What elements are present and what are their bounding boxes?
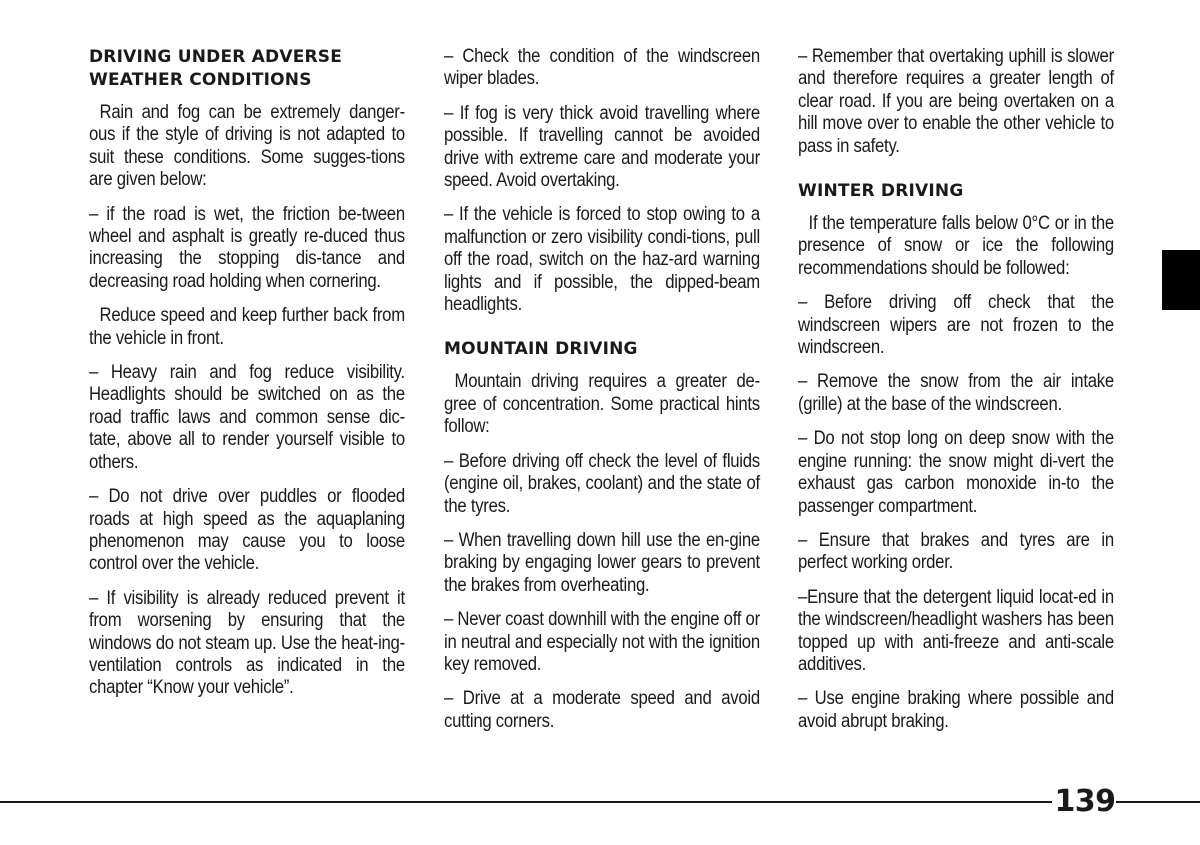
- section-heading-adverse-weather: DRIVING UNDER ADVERSE WEATHER CONDITIONS: [89, 47, 343, 90]
- column-right: [798, 46, 1114, 745]
- page-number: 139: [1054, 784, 1116, 819]
- paragraph: – Remove the snow from the air intake (grille) at the base of the windscreen.: [798, 371, 1114, 415]
- paragraph: – Do not drive over puddles or flooded roads at high speed as the aquaplaning phenomenon may cause you to loose control over the vehicle.: [89, 486, 405, 575]
- paragraph: – If the vehicle is forced to stop owing to a malfunction or zero visibility condi-tions, pull off the road, switch on the haz-ard warning lights and if possible, the dipped-beam headlights.: [444, 204, 760, 316]
- footer-rule-right: [1116, 801, 1200, 803]
- paragraph: – Ensure that brakes and tyres are in perfect working order.: [798, 529, 1114, 574]
- footer-rule-left: [0, 801, 1052, 803]
- paragraph: – Check the condition of the windscreen wiper blades.: [444, 46, 760, 90]
- paragraph: – If visibility is already reduced prevent it from worsening by ensuring that the windows do not steam up. Use the heat-ing-ventilation controls as indicated in the chapter “Know your vehicle”.: [89, 587, 405, 699]
- paragraph: – If fog is very thick avoid travelling where possible. If travelling cannot be avoided drive with extreme care and moderate your speed. Avoid overtaking.: [444, 102, 760, 192]
- column-middle: [444, 46, 760, 745]
- paragraph: – Use engine braking where possible and avoid abrupt braking.: [798, 688, 1114, 732]
- paragraph: Reduce speed and keep further back from the vehicle in front.: [89, 305, 405, 349]
- paragraph: – When travelling down hill use the en-gine braking by engaging lower gears to prevent the brakes from overheating.: [444, 529, 760, 596]
- paragraph: – Do not stop long on deep snow with the engine running: the snow might di-vert the exhaust gas carbon monoxide in-to the passenger compartment.: [798, 428, 1114, 517]
- paragraph: – Remember that overtaking uphill is slower and therefore requires a greater length of clear road. If you are being overtaken on a hill move over to enable the other vehicle to pass in safety.: [798, 46, 1114, 157]
- section-thumb-tab: [1162, 250, 1200, 310]
- paragraph: – Never coast downhill with the engine off or in neutral and especially not with the ignition key removed.: [444, 609, 760, 675]
- paragraph: Mountain driving requires a greater de-gree of concentration. Some practical hints follow:: [444, 371, 760, 438]
- paragraph: –Ensure that the detergent liquid locat-ed in the windscreen/headlight washers has been topped up with anti-freeze and anti-scale additives.: [798, 586, 1114, 675]
- paragraph: Rain and fog can be extremely danger-ous if the style of driving is not adapted to suit these conditions. Some sugges-tions are given below:: [89, 102, 405, 191]
- paragraph: – if the road is wet, the friction be-tween wheel and asphalt is greatly re-duced thus increasing the stopping dis-tance and decreasing road holding when cornering.: [89, 203, 405, 292]
- paragraph: – Heavy rain and fog reduce visibility. Headlights should be switched on as the road traffic laws and common sense dic-tate, above all to render yourself visible to others.: [89, 362, 405, 473]
- section-heading-winter-driving: WINTER DRIVING: [798, 181, 964, 202]
- paragraph: – Before driving off check that the windscreen wipers are not frozen to the windscreen.: [798, 292, 1114, 359]
- section-heading-mountain-driving: MOUNTAIN DRIVING: [444, 339, 638, 360]
- paragraph: – Before driving off check the level of fluids (engine oil, brakes, coolant) and the state of the tyres.: [444, 450, 760, 517]
- paragraph: If the temperature falls below 0°C or in the presence of snow or ice the following recommendations should be followed:: [798, 213, 1114, 279]
- column-left: [89, 46, 405, 712]
- paragraph: – Drive at a moderate speed and avoid cutting corners.: [444, 688, 760, 732]
